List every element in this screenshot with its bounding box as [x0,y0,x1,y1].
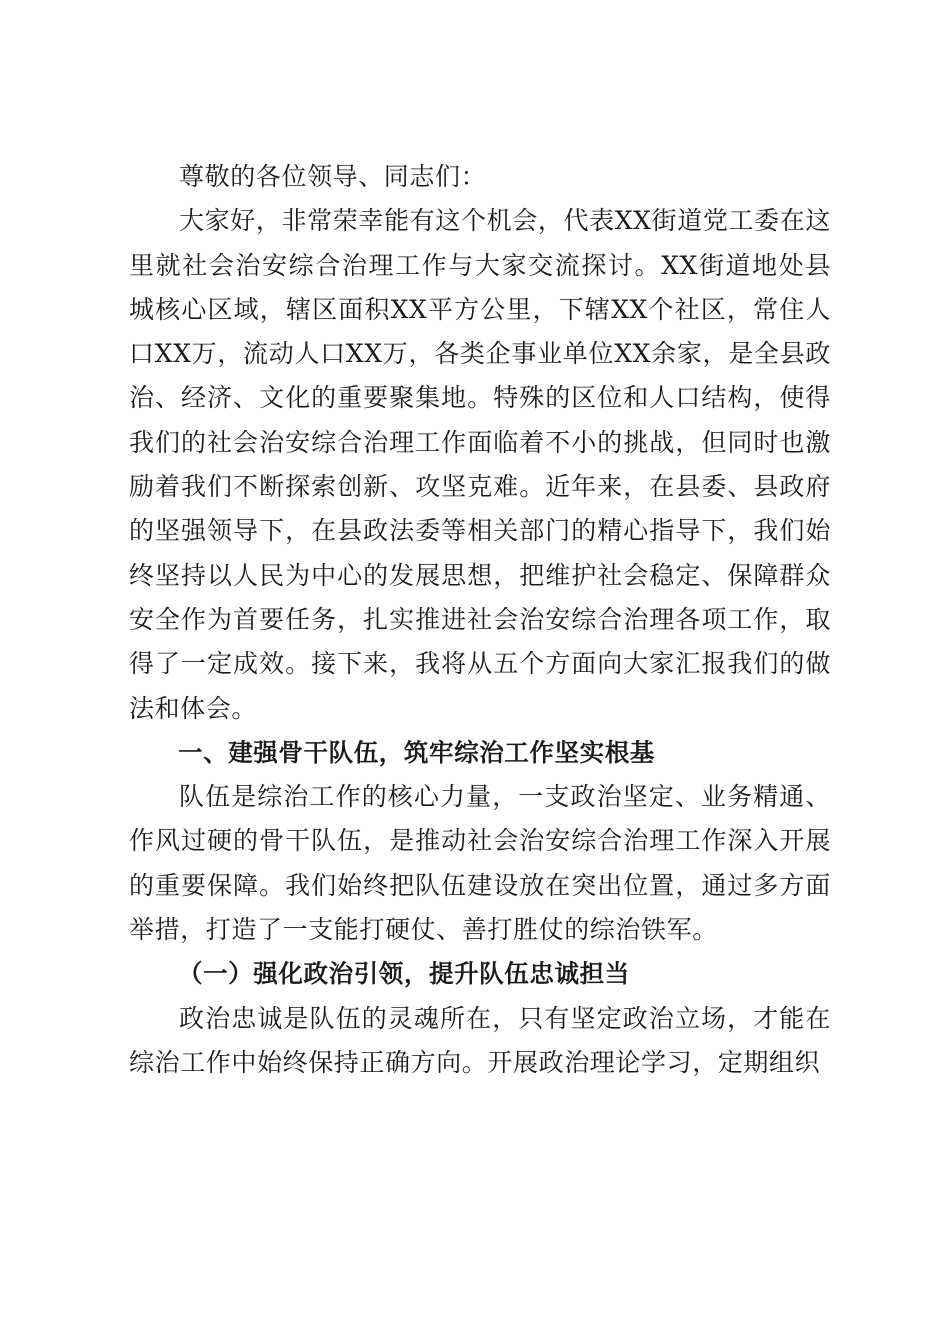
document-body [129,155,831,1085]
section-1-paragraph: 队伍是综治工作的核心力量，一支政治坚定、业务精通、作风过硬的骨干队伍，是推动社会治安综合治理工作深入开展的重要保障。我们始终把队伍建设放在突出位置，通过多方面举措，打造了一支能打硬仗、善打胜仗的综治铁军。 [129,782,831,945]
greeting-line: 尊敬的各位领导、同志们： [179,162,487,191]
section-1-heading: 一、建强骨干队伍，筑牢综治工作坚实根基 [178,737,655,767]
subsection-1-heading: （一）强化政治引领，提升队伍忠诚担当 [178,959,630,989]
subsection-1-paragraph: 政治忠诚是队伍的灵魂所在，只有坚定政治立场，才能在综治工作中始终保持正确方向。开展政治理论学习，定期组织 [129,1003,831,1077]
intro-paragraph: 大家好，非常荣幸能有这个机会，代表XX街道党工委在这里就社会治安综合治理工作与大家交流探讨。XX街道地处县城核心区域，辖区面积XX平方公里，下辖XX个社区，常住人口XX万，流动人口XX万，各类企事业单位XX余家，是全县政治、经济、文化的重要聚集地。特殊的区位和人口结构，使得我们的社会治安综合治理工作面临着不小的挑战，但同时也激励着我们不断探索创新、攻坚克难。近年来，在县委、县政府的坚强领导下，在县政法委等相关部门的精心指导下，我们始终坚持以人民为中心的发展思想，把维护社会稳定、保障群众安全作为首要任务，扎实推进社会治安综合治理各项工作，取得了一定成效。接下来，我将从五个方面向大家汇报我们的做法和体会。 [129,206,831,723]
